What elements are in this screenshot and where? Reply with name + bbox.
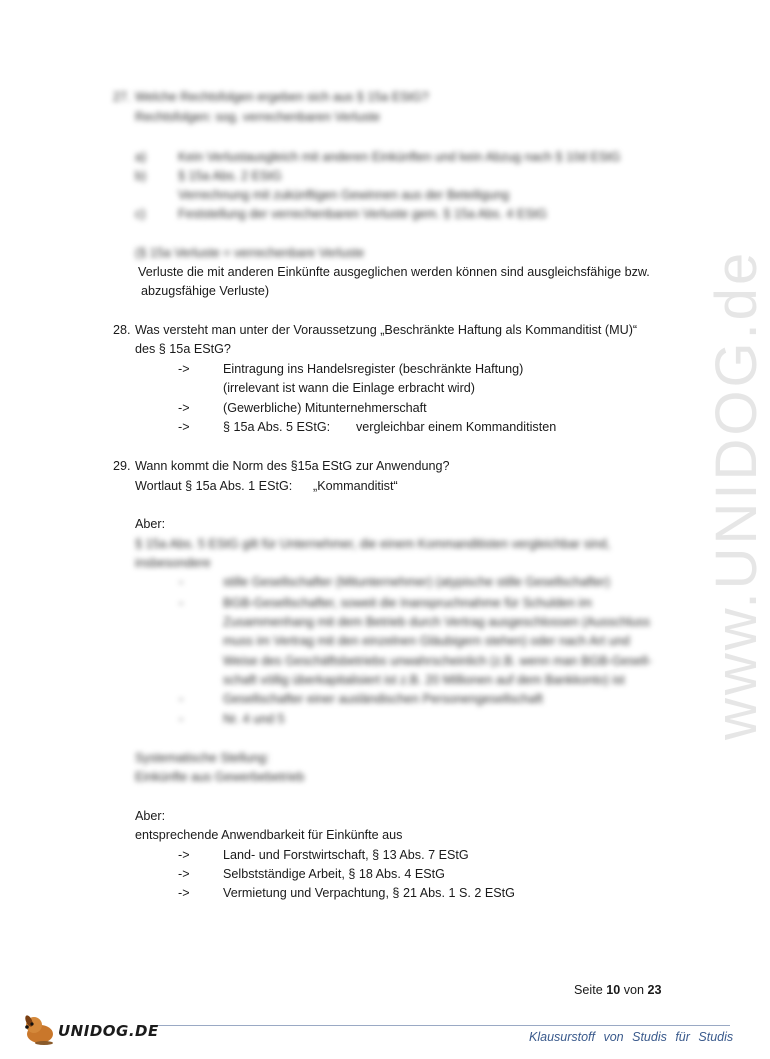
q29-wortlaut-label: Wortlaut § 15a Abs. 1 EStG: xyxy=(135,479,293,493)
q28-question-line2: des § 15a EStG? xyxy=(135,342,231,356)
q29-blurred-item: stille Gesellschafter (Mitunternehmer) (atypische stille Gesellschafter) xyxy=(223,575,611,589)
q29-systematik-value: Einkünfte aus Gewerbebetrieb xyxy=(135,770,305,784)
q29-aber: Aber: xyxy=(135,517,166,531)
page-number xyxy=(574,983,662,997)
q29-blurred-item: BGB-Gesellschafter, soweit die Inanspruchnahme für Schulden im xyxy=(223,596,592,610)
logo-text: UNIDOG.DE xyxy=(58,1022,159,1040)
q29-number: 29. xyxy=(113,459,131,473)
q28-item-sub: (irrelevant ist wann die Einlage erbracht wird) xyxy=(223,381,475,395)
q29-wortlaut-value: „Kommanditist“ xyxy=(313,479,398,493)
q28-item: § 15a Abs. 5 EStG: xyxy=(223,420,331,434)
watermark: www.UNIDOG.de xyxy=(704,249,769,740)
q29-final-item: Land- und Forstwirtschaft, § 13 Abs. 7 EStG xyxy=(223,848,469,862)
q27-item-label: a) xyxy=(135,150,147,164)
q28-number: 28. xyxy=(113,323,131,337)
arrow: -> xyxy=(178,867,190,881)
q27-verluste-line1: Verluste die mit anderen Einkünfte ausgeglichen werden können sind ausgleichsfähige bzw. xyxy=(138,265,650,279)
page-current: 10 xyxy=(606,983,621,997)
q27-item-text: Verrechnung mit zukünftigen Gewinnen aus der Beteiligung xyxy=(178,188,510,202)
arrow: -> xyxy=(178,362,190,376)
q29-blurred-item: schaft völlig überkapitalisiert ist z.B. 20 Millionen auf dem Bankkonto) ist xyxy=(223,673,625,687)
q29-blurred-paragraph: § 15a Abs. 5 EStG gilt für Unternehmer, die einem Kommanditisten vergleichbar sind, xyxy=(135,537,611,551)
dash: - xyxy=(179,575,184,589)
arrow: -> xyxy=(178,420,190,434)
arrow: -> xyxy=(178,886,190,900)
q29-aber: Aber: xyxy=(135,809,166,823)
q29-blurred-item: Nr. 4 und 5 xyxy=(223,712,285,726)
q27-item-label: b) xyxy=(135,169,147,183)
q29-final-item: Selbstständige Arbeit, § 18 Abs. 4 EStG xyxy=(223,867,445,881)
q27-item-text: Feststellung der verrechenbaren Verluste gem. § 15a Abs. 4 EStG xyxy=(178,207,547,221)
q29-systematik-label: Systematische Stellung: xyxy=(135,751,270,765)
q27-item-text: § 15a Abs. 2 EStG xyxy=(178,169,282,183)
q28-item: Eintragung ins Handelsregister (beschränkte Haftung) xyxy=(223,362,524,376)
footer-tagline: Klausurstoff von Studis für Studis xyxy=(529,1030,734,1044)
q27-item-text: Kein Verlustausgleich mit anderen Einkünften und kein Abzug nach § 10d EStG xyxy=(178,150,621,164)
arrow: -> xyxy=(178,401,190,415)
q29-blurred-item: muss im Vertrag mit den einzelnen Gläubigern stehen) oder nach Art und xyxy=(223,634,630,648)
q28-question-line1: Was versteht man unter der Voraussetzung „Beschränkte Haftung als Kommanditist (MU)“ xyxy=(135,323,638,337)
q27-question: Welche Rechtsfolgen ergeben sich aus § 15a EStG? xyxy=(135,90,429,104)
q27-item-label: c) xyxy=(135,207,146,221)
page-total: 23 xyxy=(647,983,662,997)
q28-item-extra: vergleichbar einem Kommanditisten xyxy=(356,420,557,434)
dash: - xyxy=(179,596,184,610)
q29-blurred-item: Zusammenhang mit dem Betrieb durch Vertrag ausgeschlossen (Ausschluss xyxy=(223,615,650,629)
footer-divider xyxy=(150,1025,730,1026)
q29-blurred-item: Gesellschafter einer ausländischen Personengesellschaft xyxy=(223,692,543,706)
q29-blurred-paragraph: insbesondere xyxy=(135,556,211,570)
q29-entsprechend: entsprechende Anwendbarkeit für Einkünfte aus xyxy=(135,828,403,842)
q27-verluste-line2: abzugsfähige Verluste) xyxy=(141,284,270,298)
page-prefix: Seite xyxy=(574,983,603,997)
q29-question: Wann kommt die Norm des §15a EStG zur Anwendung? xyxy=(135,459,450,473)
q29-blurred-item: Weise des Geschäftsbetriebs unwahrscheinlich (z.B. wenn man BGB-Gesell- xyxy=(223,654,652,668)
dash: - xyxy=(179,692,184,706)
arrow: -> xyxy=(178,848,190,862)
page-middle: von xyxy=(623,983,645,997)
q27-note: (§ 15a Verluste = verrechenbare Verluste xyxy=(135,246,365,260)
q27-rechtsfolgen: Rechtsfolgen: sog. verrechenbaren Verluste xyxy=(135,110,381,124)
dash: - xyxy=(179,712,184,726)
q29-final-item: Vermietung und Verpachtung, § 21 Abs. 1 S. 2 EStG xyxy=(223,886,515,900)
q28-item: (Gewerbliche) Mitunternehmerschaft xyxy=(223,401,427,415)
q27-number: 27. xyxy=(113,90,131,104)
